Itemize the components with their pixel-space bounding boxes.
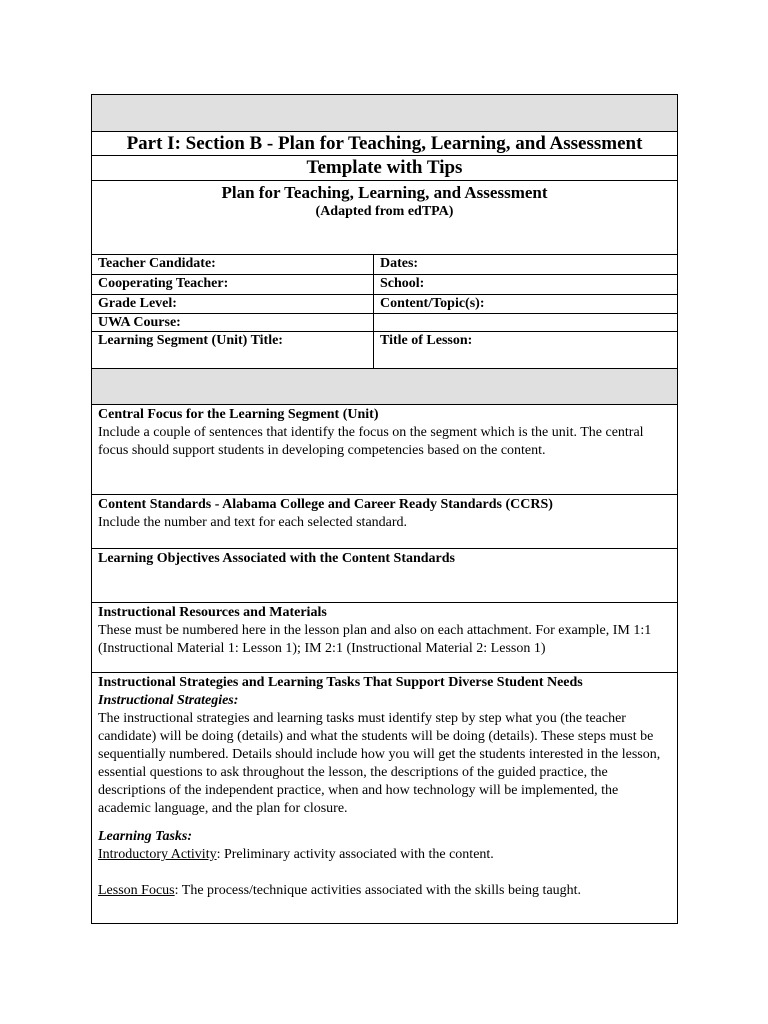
plan-subtitle: (Adapted from edTPA) [315,204,454,219]
introductory-activity-label: Introductory Activity [98,847,217,862]
learning-objectives-section [92,549,677,603]
lesson-focus-text: : The process/technique activities associated with the skills being taught. [174,883,582,898]
lesson-plan-table [91,94,678,924]
lesson-focus-label: Lesson Focus [98,883,175,898]
resources-heading: Instructional Resources and Materials [98,605,327,620]
header-gray-bar [92,95,677,132]
content-standards-section [92,495,677,549]
school-label: School: [380,276,425,291]
uwa-course-empty-cell [374,314,677,331]
strategies-section [92,673,677,923]
resources-text: These must be numbered here in the lesson plan and also on each attachment. For example, IM 1:1 (Instructional Material 1: Lesson 1); IM 2:1 (Instructional Material 2: Lesson 1) [98,623,652,656]
introductory-activity-line [98,846,671,864]
instructional-strategies-subheading: Instructional Strategies: [98,693,239,708]
lesson-focus-line [98,882,671,900]
uwa-course-label: UWA Course: [92,314,374,331]
strategies-text: The instructional strategies and learning tasks must identify step by step what you (the teacher candidate) will be doing (details) and what the students will be doing (details). These steps must be sequentially numbered. Details should include how you will get the students interested in the lesson, essential questions to ask throughout the lesson, the descriptions of the guided practice, the descriptions of the independent practice, when and how technology will be implemented, the academic language, and the plan for closure. [98,711,661,816]
central-focus-section [92,405,677,495]
section-gray-bar [92,369,677,405]
learning-objectives-heading: Learning Objectives Associated with the Content Standards [98,551,456,566]
learning-segment-title-label: Learning Segment (Unit) Title: [92,332,374,368]
info-row-cooperating [92,275,677,295]
info-row-grade [92,295,677,314]
content-standards-heading: Content Standards - Alabama College and Career Ready Standards (CCRS) [98,497,553,512]
info-row-teacher [92,255,677,275]
part-title-line2: Template with Tips [92,156,677,181]
central-focus-text: Include a couple of sentences that identify the focus on the segment which is the unit. The central focus should support students in developing competencies based on the content. [98,425,644,458]
title-of-lesson-label: Title of Lesson: [380,333,473,348]
strategies-heading: Instructional Strategies and Learning Tasks That Support Diverse Student Needs [98,675,583,690]
content-topic-label: Content/Topic(s): [380,296,485,311]
part-title-line1: Part I: Section B - Plan for Teaching, Learning, and Assessment [92,132,677,156]
grade-level-label: Grade Level: [92,295,374,313]
plan-title-block [92,181,677,255]
content-standards-text: Include the number and text for each selected standard. [98,515,408,530]
info-row-course [92,314,677,332]
plan-title: Plan for Teaching, Learning, and Assessment [221,183,548,202]
cooperating-teacher-label: Cooperating Teacher: [92,275,374,294]
introductory-activity-text: : Preliminary activity associated with the content. [216,847,494,862]
resources-section [92,603,677,673]
info-row-segment [92,332,677,369]
teacher-candidate-label: Teacher Candidate: [92,255,374,274]
dates-label: Dates: [380,256,419,271]
central-focus-heading: Central Focus for the Learning Segment (Unit) [98,407,379,422]
learning-tasks-subheading: Learning Tasks: [98,829,193,844]
